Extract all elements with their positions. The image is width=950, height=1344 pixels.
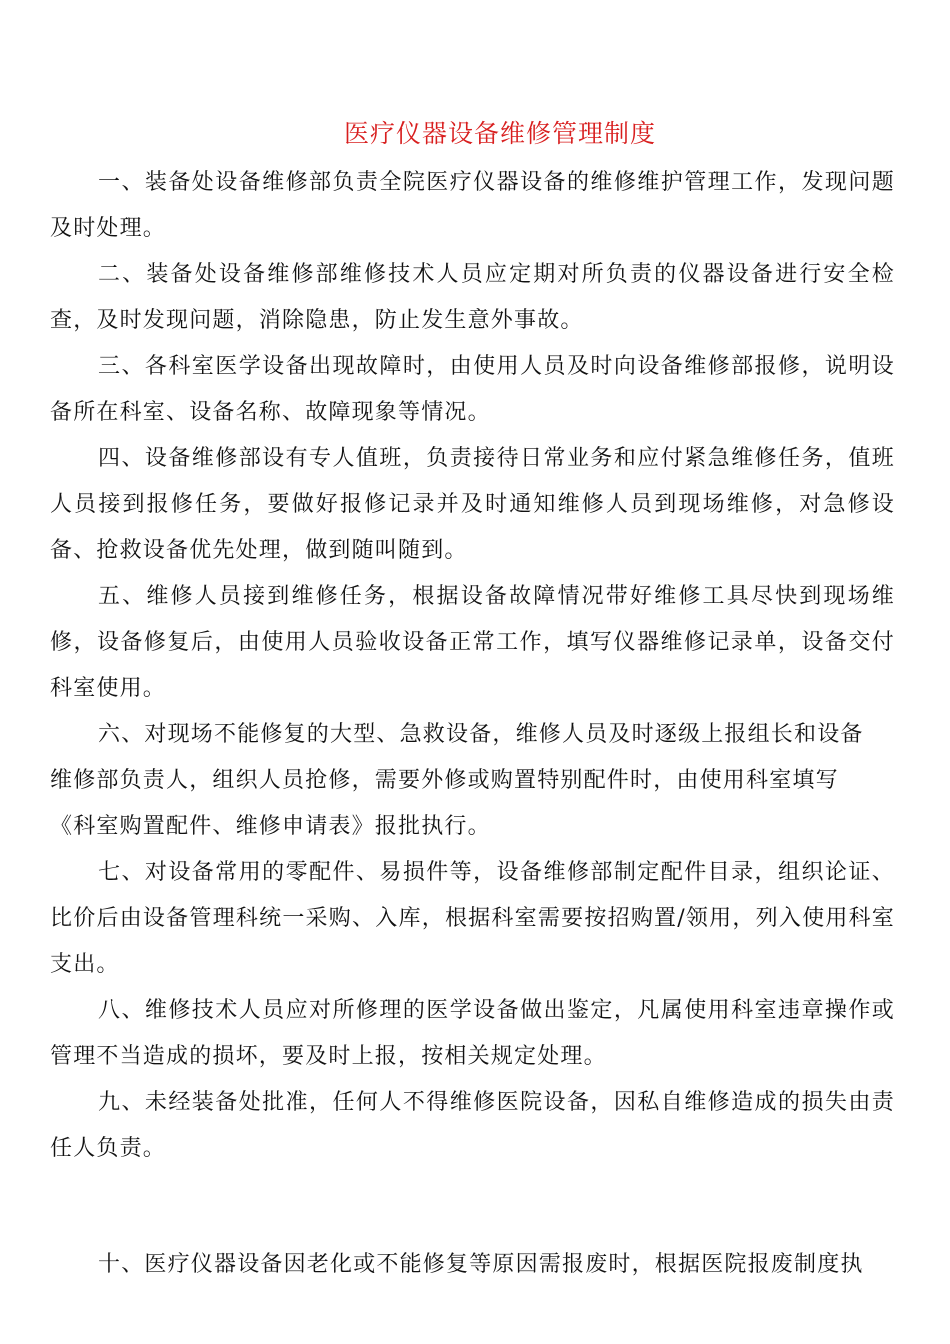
- clause-10: 十、医疗仪器设备因老化或不能修复等原因需报废时，根据医院报废制度执: [98, 1252, 864, 1277]
- clause-7: 七、对设备常用的零配件、易损件等，设备维修部制定配件目录，组织论证、比价后由设备管理科统一采购、入库，根据科室需要按招购置/领用，列入使用科室支出。: [50, 860, 895, 977]
- clause-4: 四、设备维修部设有专人值班，负责接待日常业务和应付紧急维修任务，值班人员接到报修任务，要做好报修记录并及时通知维修人员到现场维修，对急修设备、抢救设备优先处理，做到随叫随到。: [50, 446, 895, 563]
- clause-6-line-1: 六、对现场不能修复的大型、急救设备，维修人员及时逐级上报组长和设备: [98, 722, 864, 747]
- clause-2: 二、装备处设备维修部维修技术人员应定期对所负责的仪器设备进行安全检查，及时发现问题，消除隐患，防止发生意外事故。: [50, 262, 895, 333]
- clause-1: 一、装备处设备维修部负责全院医疗仪器设备的维修维护管理工作，发现问题及时处理。: [50, 170, 895, 241]
- clause-6-line-3: 《科室购置配件、维修申请表》报批执行。: [50, 814, 491, 839]
- clause-9: 九、未经装备处批准，任何人不得维修医院设备，因私自维修造成的损失由责任人负责。: [50, 1090, 895, 1161]
- clause-5: 五、维修人员接到维修任务，根据设备故障情况带好维修工具尽快到现场维修，设备修复后，由使用人员验收设备正常工作，填写仪器维修记录单，设备交付科室使用。: [50, 584, 895, 701]
- clause-8: 八、维修技术人员应对所修理的医学设备做出鉴定，凡属使用科室违章操作或管理不当造成的损坏，要及时上报，按相关规定处理。: [50, 998, 895, 1069]
- clause-6-line-2: 维修部负责人，组织人员抢修，需要外修或购置特别配件时，由使用科室填写: [50, 768, 839, 793]
- clause-3: 三、各科室医学设备出现故障时，由使用人员及时向设备维修部报修，说明设备所在科室、设备名称、故障现象等情况。: [50, 354, 895, 425]
- document-title: 医疗仪器设备维修管理制度: [343, 119, 656, 148]
- clause-6: [50, 712, 895, 850]
